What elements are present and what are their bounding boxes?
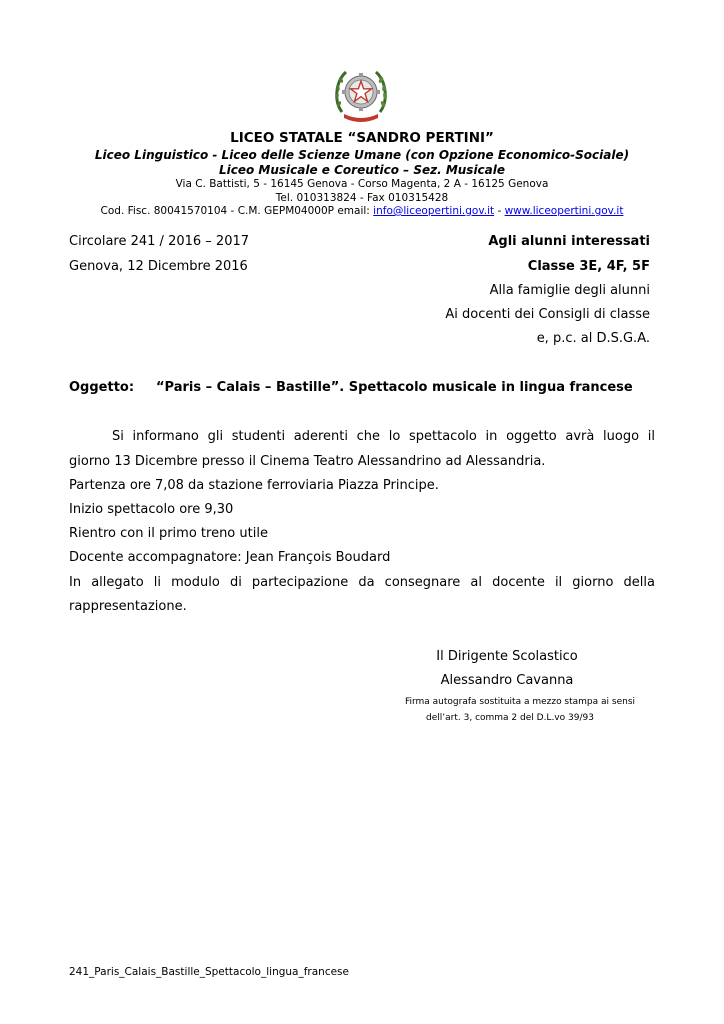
attachment-line-2: rappresentazione. [69, 599, 187, 614]
document-date: Genova, 12 Dicembre 2016 [69, 259, 248, 274]
attachment-line-1: In allegato li modulo di partecipazione da consegnare al docente il giorno della [69, 575, 655, 590]
recipient-line-4: Ai docenti dei Consigli di classe [445, 307, 650, 322]
circolare-number: Circolare 241 / 2016 – 2017 [69, 234, 250, 249]
codes-prefix: Cod. Fisc. 80041570104 - C.M. GEPM04000P email: [100, 205, 374, 217]
subject-text: “Paris – Calais – Bastille”. Spettacolo musicale in lingua francese [156, 380, 633, 395]
school-codes [0, 205, 724, 217]
recipient-line-2: Classe 3E, 4F, 5F [527, 259, 650, 274]
teacher-line: Docente accompagnatore: Jean François Boudard [69, 550, 391, 565]
italian-republic-emblem [332, 64, 390, 124]
school-name: LICEO STATALE “SANDRO PERTINI” [230, 130, 494, 146]
body-paragraph-line-2: giorno 13 Dicembre presso il Cinema Teatro Alessandrino ad Alessandria. [69, 454, 546, 469]
school-phone: Tel. 010313824 - Fax 010315428 [275, 192, 449, 204]
school-subtitle-2: Liceo Musicale e Coreutico – Sez. Musicale [218, 163, 506, 177]
subject-label: Oggetto: [69, 380, 135, 395]
signature-name: Alessandro Cavanna [440, 673, 574, 688]
recipient-line-5: e, p.c. al D.S.G.A. [536, 331, 650, 346]
link-separator: - [494, 205, 505, 217]
school-address: Via C. Battisti, 5 - 16145 Genova - Corso Magenta, 2 A - 16125 Genova [175, 178, 549, 190]
footer-filename: 241_Paris_Calais_Bastille_Spettacolo_lingua_francese [69, 966, 349, 978]
signature-role: Il Dirigente Scolastico [436, 649, 578, 664]
email-link[interactable]: info@liceopertini.gov.it [373, 205, 495, 217]
signature-note-2: dell’art. 3, comma 2 del D.L.vo 39/93 [426, 713, 594, 723]
start-line: Inizio spettacolo ore 9,30 [69, 502, 234, 517]
school-subtitle-1: Liceo Linguistico - Liceo delle Scienze Umane (con Opzione Economico-Sociale) [94, 148, 630, 162]
recipient-line-1: Agli alunni interessati [488, 234, 650, 249]
body-paragraph-line-1: Si informano gli studenti aderenti che lo spettacolo in oggetto avrà luogo il [112, 429, 655, 444]
recipient-line-3: Alla famiglie degli alunni [489, 283, 650, 298]
return-line: Rientro con il primo treno utile [69, 526, 268, 541]
departure-line: Partenza ore 7,08 da stazione ferroviaria Piazza Principe. [69, 478, 439, 493]
website-link[interactable]: www.liceopertini.gov.it [504, 205, 624, 217]
signature-note-1: Firma autografa sostituita a mezzo stampa ai sensi [404, 697, 636, 707]
